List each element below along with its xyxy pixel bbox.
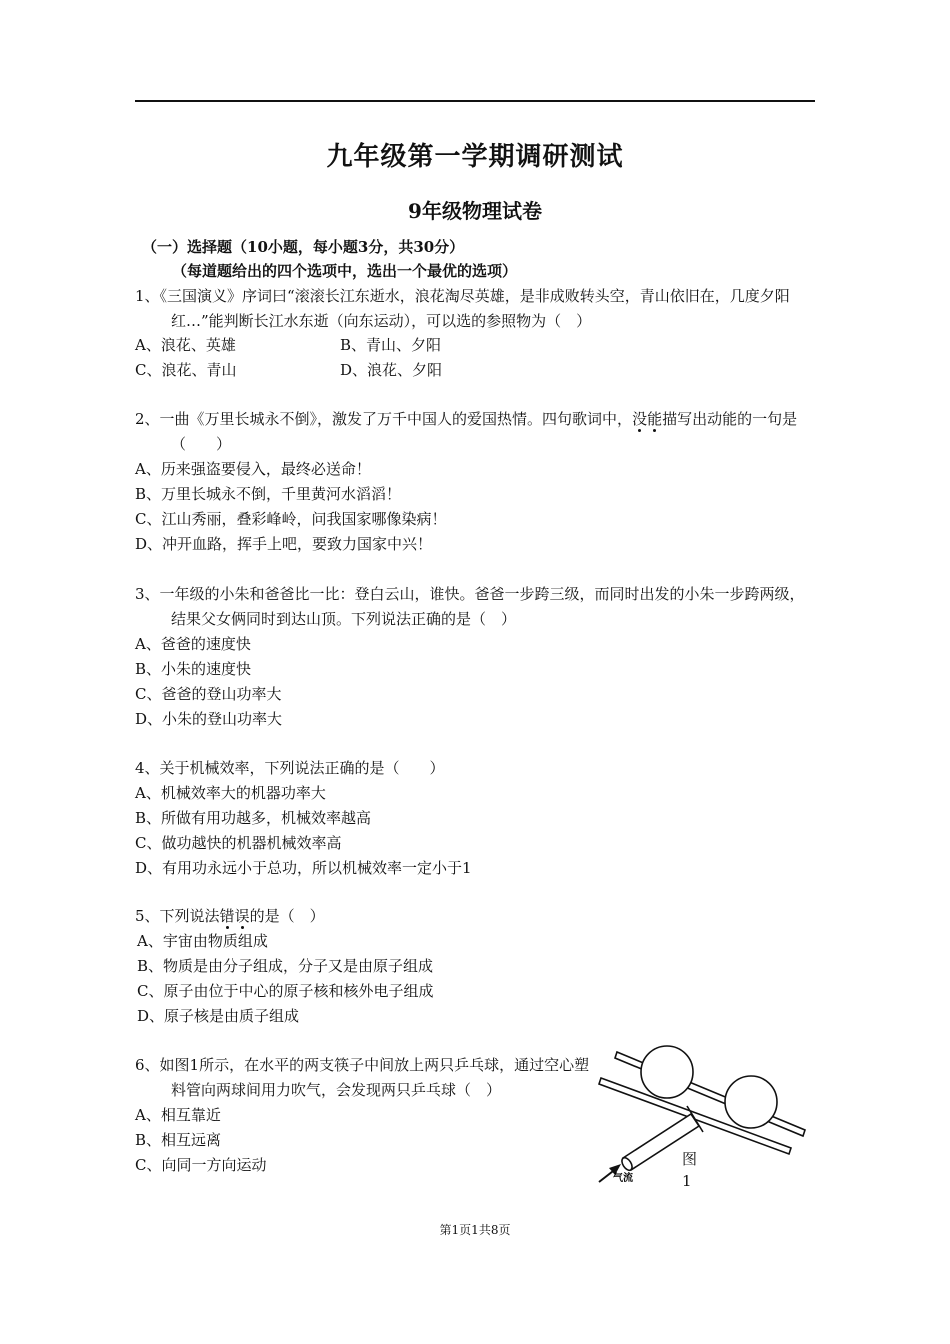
option-c: C、江山秀丽，叠彩峰岭，问我国家哪像染病！ — [135, 509, 447, 528]
option-c: C、做功越快的机器机械效率高 — [135, 834, 342, 852]
option-c: C、爸爸的登山功率大 — [135, 684, 282, 703]
question-stem: 3、一年级的小朱和爸爸比一比：登白云山，谁快。爸爸一步跨三级，而同时出发的小朱一步跨两级，结果父女俩同时到达山顶。下列说法正确的是（ ） — [135, 585, 805, 628]
question-4 — [135, 756, 815, 881]
ping-pong-ball-right — [725, 1076, 777, 1128]
options-row — [135, 358, 815, 383]
option-d: D、有用功永远小于总功，所以机械效率一定小于1 — [135, 859, 472, 877]
option-a: A、历来强盗要侵入，最终必送命！ — [135, 459, 371, 478]
section-heading: （一）选择题（10小题，每小题3分，共30分） — [142, 238, 465, 256]
option-b: B、所做有用功越多，机械效率越高 — [135, 809, 372, 827]
option-b: B、相互远离 — [135, 1130, 222, 1149]
question-stem: 4、关于机械效率，下列说法正确的是（ ） — [135, 759, 445, 777]
option-c: C、原子由位于中心的原子核和核外电子组成 — [137, 982, 434, 1000]
question-3 — [135, 582, 815, 731]
question-1 — [135, 284, 815, 382]
question-stem: 6、如图1所示，在水平的两支筷子中间放上两只乒乓球，通过空心塑料管向两球间用力吹气，会发现两只乒乓球（ ） — [135, 1056, 590, 1099]
option-a: A、爸爸的速度快 — [135, 634, 251, 653]
page-footer: 第1页1共8页 — [439, 1223, 511, 1237]
option-a: A、宇宙由物质组成 — [137, 932, 268, 950]
option-d: D、小朱的登山功率大 — [135, 709, 283, 728]
option-a: A、浪花、英雄 — [135, 336, 236, 354]
option-d: D、冲开血路，挥手上吧，要致力国家中兴！ — [135, 534, 433, 553]
emphasis-char: 能 — [647, 410, 663, 428]
figure-caption: 图 1 — [682, 1150, 698, 1190]
option-b: B、青山、夕阳 — [340, 336, 442, 354]
option-a: A、机械效率大的机器功率大 — [135, 784, 326, 802]
figure-ping-pong-balls — [595, 1040, 820, 1190]
option-d: D、浪花、夕阳 — [340, 360, 443, 379]
option-d: D、原子核是由质子组成 — [137, 1007, 300, 1025]
question-stem: 5、下列说法错误的是（ ） — [135, 907, 325, 925]
question-stem: 1、《三国演义》序词曰“滚滚长江东逝水，浪花淘尽英雄，是非成败转头空，青山依旧在，几度夕阳红…”能判断长江水东逝（向东运动），可以选的参照物为（ ） — [135, 287, 790, 330]
option-c: C、浪花、青山 — [135, 360, 237, 379]
airflow-label: 气流 — [613, 1173, 633, 1184]
question-stem: 2、一曲《万里长城永不倒》，激发了万千中国人的爱国热情。四句歌词中，没能描写出动能的一句是（ ） — [135, 410, 798, 453]
emphasis-char: 误 — [234, 907, 250, 925]
option-b: B、小朱的速度快 — [135, 659, 252, 678]
section-note: （每道题给出的四个选项中，选出一个最优的选项） — [172, 262, 518, 280]
emphasis-char: 没 — [632, 410, 648, 428]
options-row — [135, 333, 815, 358]
question-6 — [135, 1053, 590, 1177]
option-b: B、万里长城永不倒，千里黄河水滔滔！ — [135, 484, 402, 503]
emphasis-char: 错 — [219, 907, 235, 925]
option-b: B、物质是由分子组成，分子又是由原子组成 — [137, 957, 434, 975]
question-5 — [135, 904, 815, 1029]
ping-pong-ball-left — [641, 1046, 693, 1098]
question-2 — [135, 407, 815, 556]
header-rule — [135, 100, 815, 102]
exam-title: 九年级第一学期调研测试 — [326, 142, 624, 172]
option-c: C、向同一方向运动 — [135, 1155, 267, 1174]
option-a: A、相互靠近 — [135, 1105, 221, 1124]
exam-subtitle: 9年级物理试卷 — [408, 199, 542, 223]
